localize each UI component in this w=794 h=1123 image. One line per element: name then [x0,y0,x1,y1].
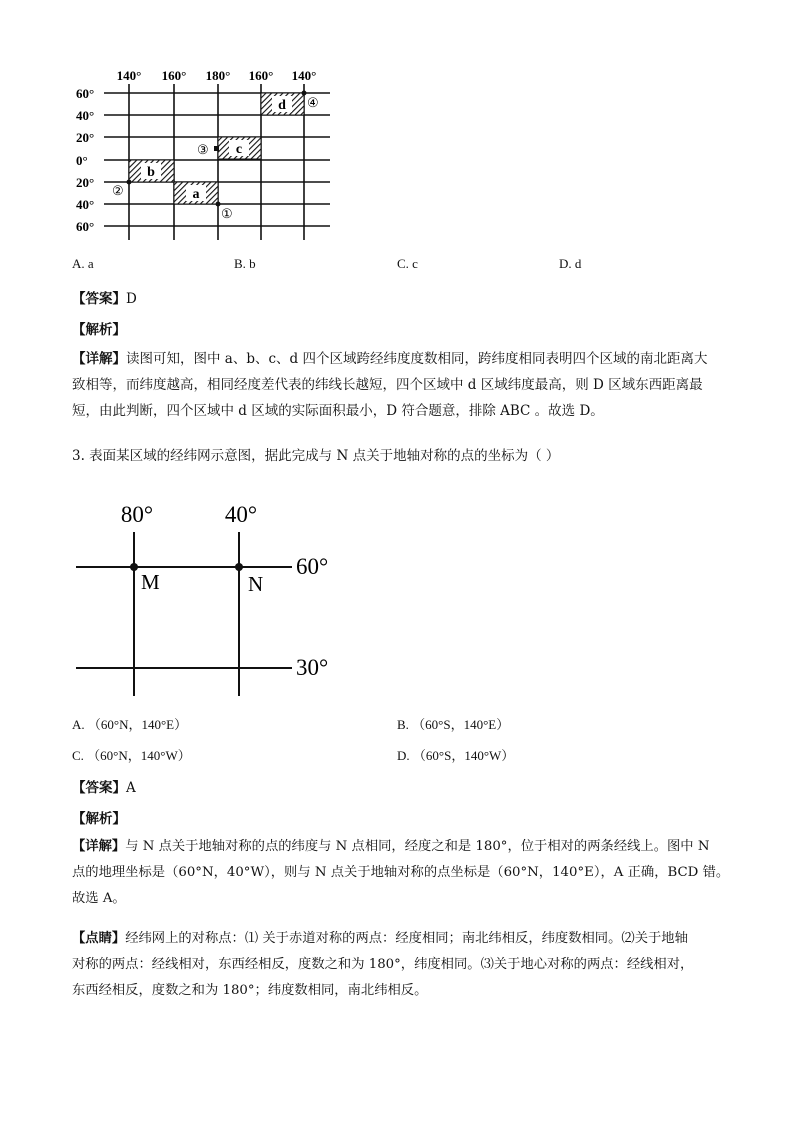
point-1-dot [216,202,221,207]
fig1-left-label: 20° [76,130,95,145]
q3-answer-value: A [126,780,136,796]
fig1-left-label: 20° [76,175,95,190]
q2-detail-line: 致相等，而纬度越高，相同经度差代表的纬线长越短，四个区域中 d 区域纬度最高，则 D 区域东西距离最 [72,377,703,393]
point-n-dot [235,563,243,571]
q2-detail [72,346,707,424]
q3-answer-tag: 【答案】 [72,780,126,796]
fig1-top-label: 160° [248,68,274,83]
q2-option-c[interactable]: C. c [397,256,418,271]
q2-option-a[interactable]: A. a [72,256,94,271]
q3-analysis-tag: 【解析】 [72,811,126,827]
region-c-label: c [235,142,243,157]
point-n-label: N [248,572,264,596]
fig1-left-label: 60° [76,219,95,234]
fig1-left-label: 0° [76,153,88,168]
q3-question: 3. 表面某区域的经纬网示意图，据此完成与 N 点关于地轴对称的点的坐标为（ ） [72,448,560,464]
q3-tip [72,926,693,1004]
fig1-left-label: 40° [76,197,95,212]
point-m-label: M [141,570,160,594]
grid-figure-2 [70,496,340,706]
q3-option-a[interactable]: A. （60°N，140°E） [72,717,188,732]
q3-detail-line: 点的地理坐标是（60°N，40°W），则与 N 点关于地轴对称的点坐标是（60°N，140°E），A 正确，BCD 错。 [72,865,730,880]
q3-answer [72,776,136,796]
q2-detail-text: 读图可知，图中 a、b、c、d 四个区域跨经纬度度数相同，跨纬度相同表明四个区域的南北距离大 [126,351,708,367]
q3-option-c[interactable]: C. （60°N，140°W） [72,748,191,763]
q3-tip-line [72,926,693,952]
fig2-lon-label: 80° [120,502,154,527]
q3-option-b[interactable]: B. （60°S，140°E） [397,717,510,732]
q3-tip-line: 东西经相反，度数之和为 180°；纬度数相同，南北纬相反。 [72,983,428,998]
q2-option-d[interactable]: D. d [559,256,582,271]
q2-option-b[interactable]: B. b [234,256,256,271]
q2-detail-line: 短，由此判断，四个区域中 d 区域的实际面积最小，D 符合题意，排除 ABC 。故选 D。 [72,403,604,419]
q3-detail-tag: 【详解】 [72,839,126,854]
q3-tip-line: 对称的两点：经线相对，东西经相反，度数之和为 180°，纬度相同。⑶关于地心对称的两点：经线相对， [72,957,694,972]
fig1-top-label: 140° [116,68,142,83]
q3-detail-line [72,834,729,860]
q2-detail-line [72,346,707,372]
q2-answer-tag: 【答案】 [72,291,126,307]
q2-answer-value: D [126,291,137,307]
fig2-lon-label: 40° [224,502,258,527]
q2-analysis-tag: 【解析】 [72,322,126,338]
point-2-label: ② [112,183,124,198]
region-a-label: a [192,187,200,202]
grid-figure-1 [70,62,340,247]
region-b-label: b [147,165,155,180]
q3-option-d[interactable]: D. （60°S，140°W） [397,748,515,763]
point-4-dot [302,91,307,96]
region-d-label: d [278,98,286,113]
q3-tip-tag: 【点睛】 [72,931,126,946]
q3-detail [72,834,729,912]
q2-answer [72,287,137,307]
fig1-top-label: 140° [291,68,317,83]
point-3-label: ③ [197,142,209,157]
q3-tip-text: 经纬网上的对称点：⑴ 关于赤道对称的两点：经度相同；南北纬相反，纬度数相同。⑵关于地轴 [125,931,688,946]
q3-detail-text: 与 N 点关于地轴对称的点的纬度与 N 点相同，经度之和是 180°，位于相对的两条经线上。图中 N [125,839,710,854]
point-1-label: ① [221,206,233,221]
point-m-dot [130,563,138,571]
fig1-top-label: 160° [161,68,187,83]
point-4-label: ④ [307,95,319,110]
fig1-left-label: 60° [76,86,95,101]
q2-detail-tag: 【详解】 [72,351,126,367]
fig1-top-label: 180° [205,68,231,83]
q3-detail-line: 故选 A。 [72,891,126,906]
fig2-lat-label: 30° [296,655,329,680]
point-3-dot [214,146,219,151]
fig1-left-label: 40° [76,108,95,123]
point-2-dot [127,180,132,185]
fig2-lat-label: 60° [296,554,329,579]
